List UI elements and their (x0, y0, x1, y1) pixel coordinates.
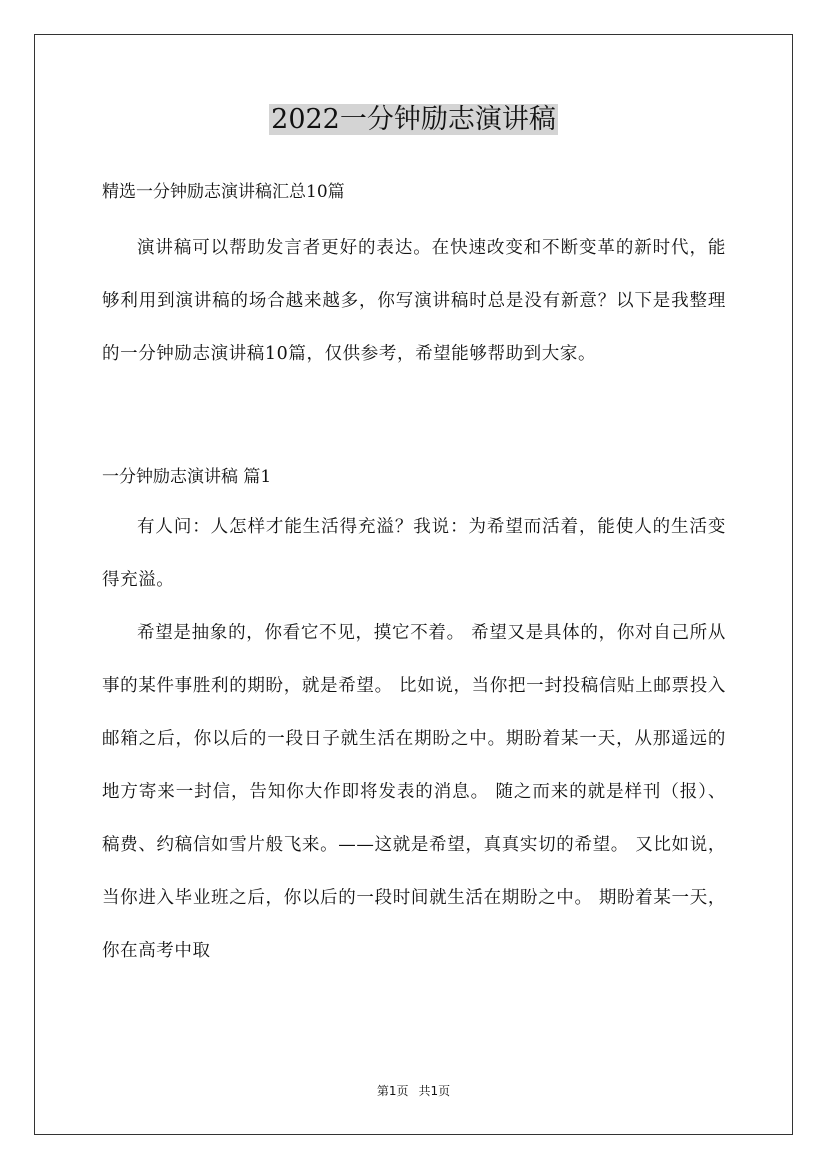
section-paragraph: 希望是抽象的，你看它不见，摸它不着。 希望又是具体的，你对自己所从事的某件事胜利的期盼，就是希望。 比如说，当你把一封投稿信贴上邮票投入邮箱之后，你以后的一段日子就生活在期盼之中。期盼着某一天，从那遥远的地方寄来一封信，告知你大作即将发表的消息。 随之而来的就是样刊（报）、稿费、约稿信如雪片般飞来。——这就是希望，真真实切的希望。 又比如说，当你进入毕业班之后，你以后的一段时间就生活在期盼之中。 期盼着某一天，你在高考中取 (102, 623, 726, 961)
document-body (102, 170, 726, 978)
page-number: 第1页 (376, 1084, 409, 1098)
section-paragraph: 有人问：人怎样才能生活得充溢？我说：为希望而活着，能使人的生活变得充溢。 (102, 517, 726, 590)
document-subtitle: 精选一分钟励志演讲稿汇总10篇 (102, 182, 345, 202)
page-total: 共1页 (418, 1084, 451, 1098)
document-title (0, 100, 827, 140)
section-heading: 一分钟励志演讲稿 篇1 (102, 467, 272, 487)
document-title-text: 2022一分钟励志演讲稿 (271, 104, 556, 135)
intro-paragraph: 演讲稿可以帮助发言者更好的表达。在快速改变和不断变革的新时代，能够利用到演讲稿的场合越来越多，你写演讲稿时总是没有新意？以下是我整理的一分钟励志演讲稿10篇，仅供参考，希望能够帮助到大家。 (102, 238, 726, 364)
page-footer (0, 1083, 827, 1099)
